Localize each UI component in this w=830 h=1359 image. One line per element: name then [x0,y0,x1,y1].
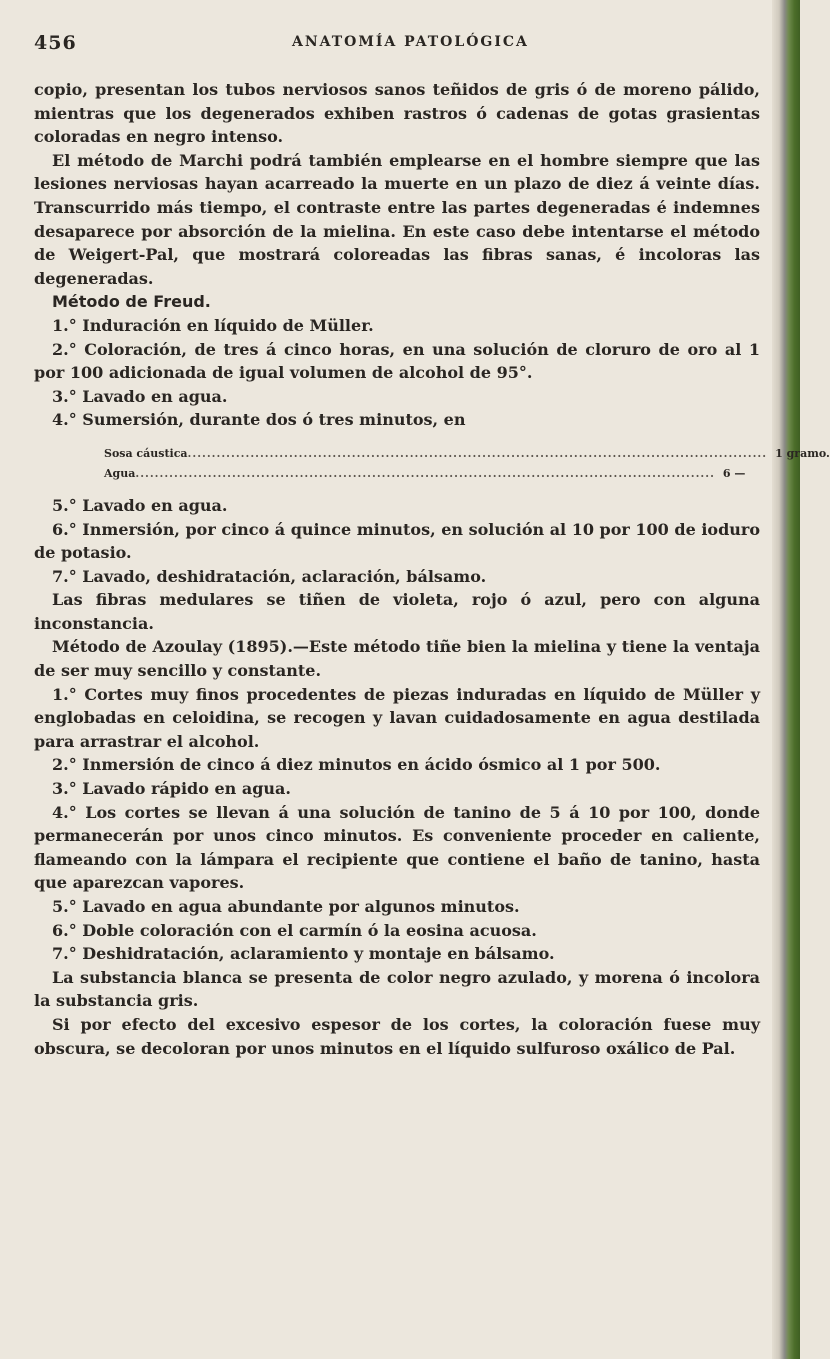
page-number: 456 [34,32,77,54]
section-heading-azoulay: Método de Azoulay (1895).—Este método tiñe bien la mielina y tiene la ventaja de ser muy sencillo y constante. [34,637,760,681]
step-item: 1.° Induración en líquido de Müller. [52,315,374,335]
table-row [34,464,746,484]
reagent-amount: 6 — [722,466,746,480]
step-item: 3.° Lavado en agua. [52,386,228,406]
leader-dots: ........................................................................................................................ [135,466,715,480]
step-item: 1.° Cortes muy finos procedentes de piezas induradas en líquido de Müller y englobadas en celoidina, se recogen y lavan cuidadosamente en agua destilada para arrastrar el alcohol. [34,684,760,751]
paragraph: copio, presentan los tubos nerviosos sanos teñidos de gris ó de moreno pálido, mientras que los degenerados exhiben rastros ó cadenas de gotas grasientas coloradas en negro intenso. [34,80,760,147]
step-item: 2.° Inmersión de cinco á diez minutos en ácido ósmico al 1 por 500. [52,755,661,775]
paragraph: La substancia blanca se presenta de color negro azulado, y morena ó incolora la substancia gris. [34,967,760,1011]
page-edge [772,0,800,1359]
page-body [34,78,830,1060]
reagent-name: Agua [104,466,136,480]
paragraph: El método de Marchi podrá también emplearse en el hombre siempre que las lesiones nerviosas hayan acarreado la muerte en un plazo de diez á veinte días. Transcurrido más tiempo, el contraste entre las partes degeneradas é indemnes desaparece por absorción de la mielina. En este caso debe intentarse el método de Weigert-Pal, que mostrará coloreadas las fibras sanas, é incoloras las degeneradas. [34,150,760,288]
leader-dots: ........................................................................................................................ [187,446,768,460]
step-item: 5.° Lavado en agua. [52,495,228,515]
step-item: 3.° Lavado rápido en agua. [52,779,291,799]
paragraph: Si por efecto del excesivo espesor de los cortes, la coloración fuese muy obscura, se decoloran por unos minutos en el líquido sulfuroso oxálico de Pal. [34,1014,760,1058]
step-item: 7.° Deshidratación, aclaramiento y montaje en bálsamo. [52,944,555,964]
step-item: 2.° Coloración, de tres á cinco horas, en una solución de cloruro de oro al 1 por 100 adicionada de igual volumen de alcohol de 95°. [34,339,760,383]
paragraph: Las fibras medulares se tiñen de violeta, rojo ó azul, pero con alguna inconstancia. [34,590,760,633]
step-item: 4.° Sumersión, durante dos ó tres minutos, en [52,410,466,430]
table-row [34,444,830,464]
step-item: 5.° Lavado en agua abundante por algunos minutos. [52,897,520,916]
reagent-amount: 1 gramo. [775,446,830,460]
step-item: 6.° Inmersión, por cinco á quince minutos, en solución al 10 por 100 de ioduro de potasio. [34,519,760,563]
step-item: 4.° Los cortes se llevan á una solución de tanino de 5 á 10 por 100, donde permanecerán por unos cinco minutos. Es conveniente proceder en caliente, flameando con la lámpara el recipiente que contiene el baño de tanino, hasta que aparezcan vapores. [34,802,760,893]
reagent-table [34,444,830,484]
section-heading-freud: Método de Freud. [52,292,211,312]
step-item: 7.° Lavado, deshidratación, aclaración, bálsamo. [52,566,487,586]
step-item: 6.° Doble coloración con el carmín ó la eosina acuosa. [52,920,537,940]
page-header [34,32,754,62]
reagent-name: Sosa cáustica [104,446,188,460]
running-title: ANATOMÍA PATOLÓGICA [292,34,529,50]
